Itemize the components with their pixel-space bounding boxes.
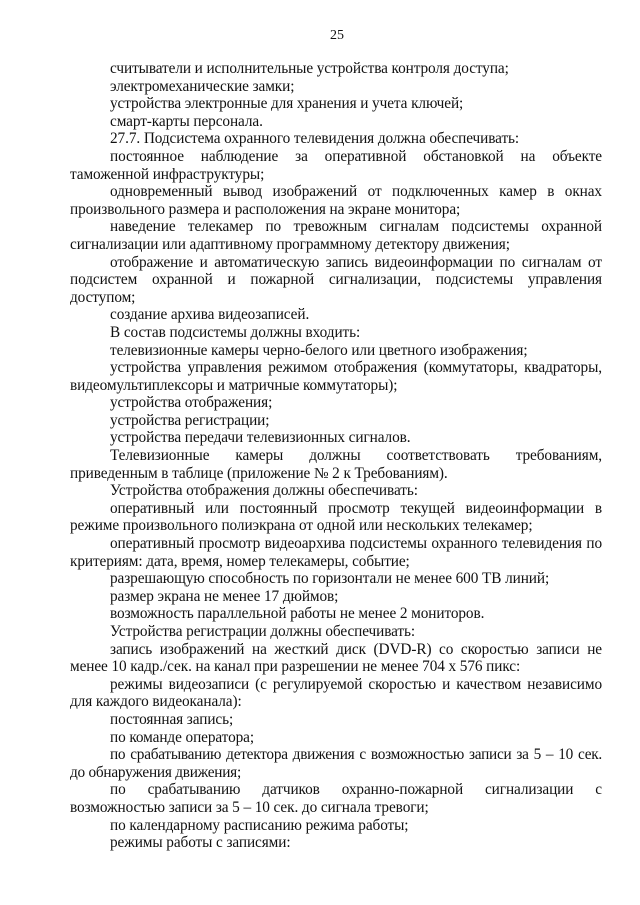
- paragraph: постоянная запись;: [110, 710, 234, 728]
- paragraph: одновременный вывод изображений от подключенных камер в окнах произвольного размера и расположения на экране монитора;: [70, 183, 602, 218]
- paragraph: устройства передачи телевизионных сигналов.: [110, 429, 411, 447]
- document-body: [70, 60, 602, 852]
- paragraph: по срабатыванию детектора движения с возможностью записи за 5 – 10 сек. до обнаружения движения;: [70, 746, 602, 781]
- paragraph: по календарному расписанию режима работы;: [110, 816, 409, 834]
- paragraph: размер экрана не менее 17 дюймов;: [110, 587, 339, 605]
- paragraph: режимы работы с записями:: [110, 834, 291, 852]
- paragraph: Телевизионные камеры должны соответствовать требованиям, приведенным в таблице (приложение № 2 к Требованиям).: [70, 447, 602, 482]
- paragraph: оперативный просмотр видеоархива подсистемы охранного телевидения по критериям: дата, время, номер телекамеры, событие;: [70, 535, 602, 570]
- paragraph: постоянное наблюдение за оперативной обстановкой на объекте таможенной инфраструктуры;: [70, 147, 602, 183]
- paragraph: Устройства регистрации должны обеспечивать:: [110, 623, 416, 640]
- paragraph: устройства регистрации;: [110, 411, 270, 429]
- paragraph: запись изображений на жесткий диск (DVD-R) со скоростью записи не менее 10 кадр./сек. на канал при разрешении не менее 704 х 576 пикс:: [70, 640, 602, 676]
- paragraph: смарт-карты персонала.: [110, 112, 263, 130]
- page-number: 25: [330, 28, 344, 43]
- paragraph: Устройства отображения должны обеспечивать:: [110, 482, 418, 500]
- paragraph: создание архива видеозаписей.: [110, 306, 310, 324]
- paragraph: наведение телекамер по тревожным сигналам подсистемы охранной сигнализации или адаптивному программному детектору движения;: [70, 218, 602, 253]
- paragraph: электромеханические замки;: [110, 77, 295, 95]
- paragraph: считыватели и исполнительные устройства контроля доступа;: [110, 60, 509, 77]
- paragraph: возможность параллельной работы не менее 2 мониторов.: [110, 605, 485, 623]
- paragraph: устройства отображения;: [110, 394, 273, 412]
- paragraph: устройства электронные для хранения и учета ключей;: [110, 95, 464, 113]
- paragraph: оперативный или постоянный просмотр текущей видеоинформации в режиме произвольного полиэкрана от одной или нескольких телекамер;: [70, 499, 602, 535]
- paragraph: режимы видеозаписи (с регулируемой скоростью и качеством независимо для каждого видеоканала):: [70, 675, 602, 711]
- paragraph: по срабатыванию датчиков охранно-пожарной сигнализации с возможностью записи за 5 – 10 сек. до сигнала тревоги;: [70, 781, 602, 816]
- paragraph: отображение и автоматическую запись видеоинформации по сигналам от подсистем охранной и пожарной сигнализации, подсистемы управления доступом;: [70, 253, 602, 306]
- paragraph: устройства управления режимом отображения (коммутаторы, квадраторы, видеомультиплексоры и матричные коммутаторы);: [70, 359, 602, 394]
- paragraph: разрешающую способность по горизонтали не менее 600 ТВ линий;: [110, 570, 550, 588]
- paragraph: телевизионные камеры черно-белого или цветного изображения;: [110, 341, 528, 359]
- paragraph: по команде оператора;: [110, 728, 255, 746]
- section-heading: 27.7. Подсистема охранного телевидения должна обеспечивать:: [110, 130, 520, 148]
- paragraph: В состав подсистемы должны входить:: [110, 323, 361, 341]
